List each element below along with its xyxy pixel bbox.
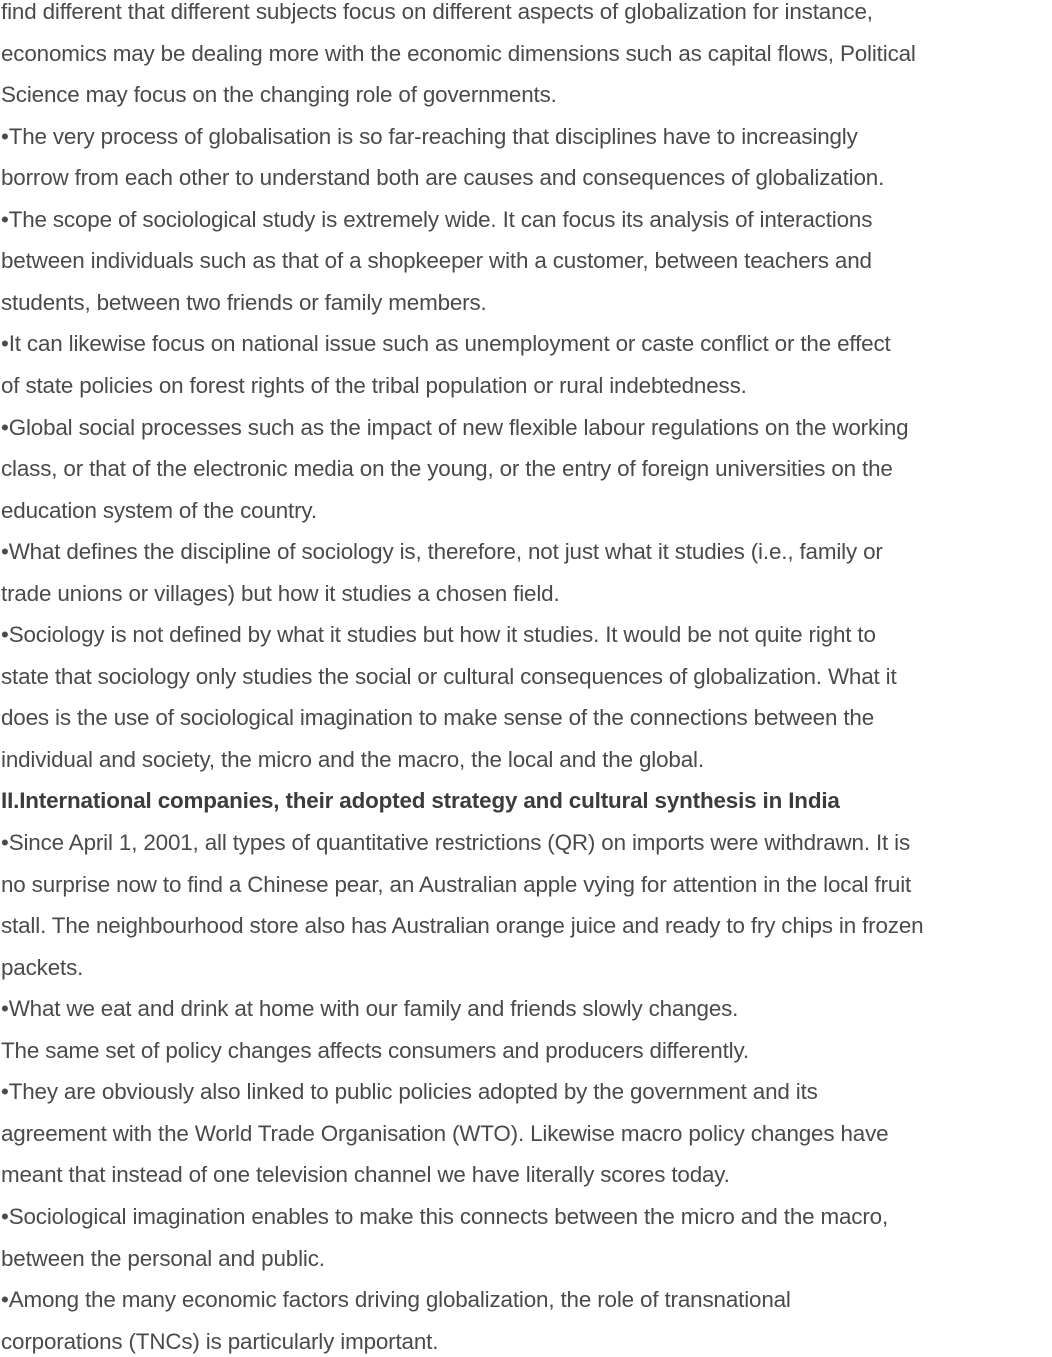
text-line: of state policies on forest rights of the tribal population or rural indebtedness.: [1, 372, 747, 398]
text-line: •It can likewise focus on national issue such as unemployment or caste conflict or the effect: [1, 331, 891, 357]
text-line: between individuals such as that of a shopkeeper with a customer, between teachers and: [1, 248, 872, 274]
text-line: agreement with the World Trade Organisation (WTO). Likewise macro policy changes have: [1, 1120, 889, 1146]
text-line: borrow from each other to understand both are causes and consequences of globalization.: [1, 165, 885, 191]
text-line: trade unions or villages) but how it studies a chosen field.: [1, 580, 560, 606]
text-line: •What defines the discipline of sociology is, therefore, not just what it studies (i.e., family or: [1, 539, 883, 565]
text-line: stall. The neighbourhood store also has Australian orange juice and ready to fry chips in frozen: [1, 913, 924, 939]
text-line: •Sociology is not defined by what it studies but how it studies. It would be not quite right to: [1, 622, 876, 648]
text-line: •They are obviously also linked to public policies adopted by the government and its: [1, 1079, 818, 1105]
text-line: •Since April 1, 2001, all types of quantitative restrictions (QR) on imports were withdrawn. It is: [1, 830, 911, 855]
text-line: •The very process of globalisation is so far-reaching that disciplines have to increasingly: [1, 123, 858, 149]
text-line: economics may be dealing more with the economic dimensions such as capital flows, Political: [1, 40, 916, 66]
text-line: Science may focus on the changing role of governments.: [1, 82, 557, 108]
text-line: does is the use of sociological imagination to make sense of the connections between the: [1, 705, 875, 731]
text-line: •Among the many economic factors driving globalization, the role of transnational: [1, 1287, 791, 1313]
text-line: corporations (TNCs) is particularly important.: [1, 1328, 439, 1354]
text-line: •The scope of sociological study is extremely wide. It can focus its analysis of interactions: [1, 206, 873, 232]
text-line: •Sociological imagination enables to make this connects between the micro and the macro,: [1, 1203, 889, 1229]
text-line: meant that instead of one television channel we have literally scores today.: [1, 1162, 730, 1188]
text-line: education system of the country.: [1, 497, 317, 523]
text-line: no surprise now to find a Chinese pear, an Australian apple vying for attention in the local fruit: [1, 871, 912, 897]
text-line: individual and society, the micro and the macro, the local and the global.: [1, 746, 704, 772]
text-line: •Global social processes such as the impact of new flexible labour regulations on the working: [1, 414, 909, 440]
text-line: •What we eat and drink at home with our family and friends slowly changes.: [1, 996, 739, 1022]
text-line: class, or that of the electronic media on the young, or the entry of foreign universities on the: [1, 456, 893, 482]
text-line: students, between two friends or family members.: [1, 289, 487, 315]
text-line: between the personal and public.: [1, 1245, 325, 1271]
text-line: find different that different subjects focus on different aspects of globalization for instance,: [1, 0, 873, 24]
text-line: packets.: [1, 954, 84, 980]
heading-text: II.International companies, their adopted strategy and cultural synthesis in India: [1, 788, 840, 814]
text-line: The same set of policy changes affects consumers and producers differently.: [1, 1037, 749, 1063]
text-line: state that sociology only studies the social or cultural consequences of globalization. What it: [1, 663, 897, 689]
